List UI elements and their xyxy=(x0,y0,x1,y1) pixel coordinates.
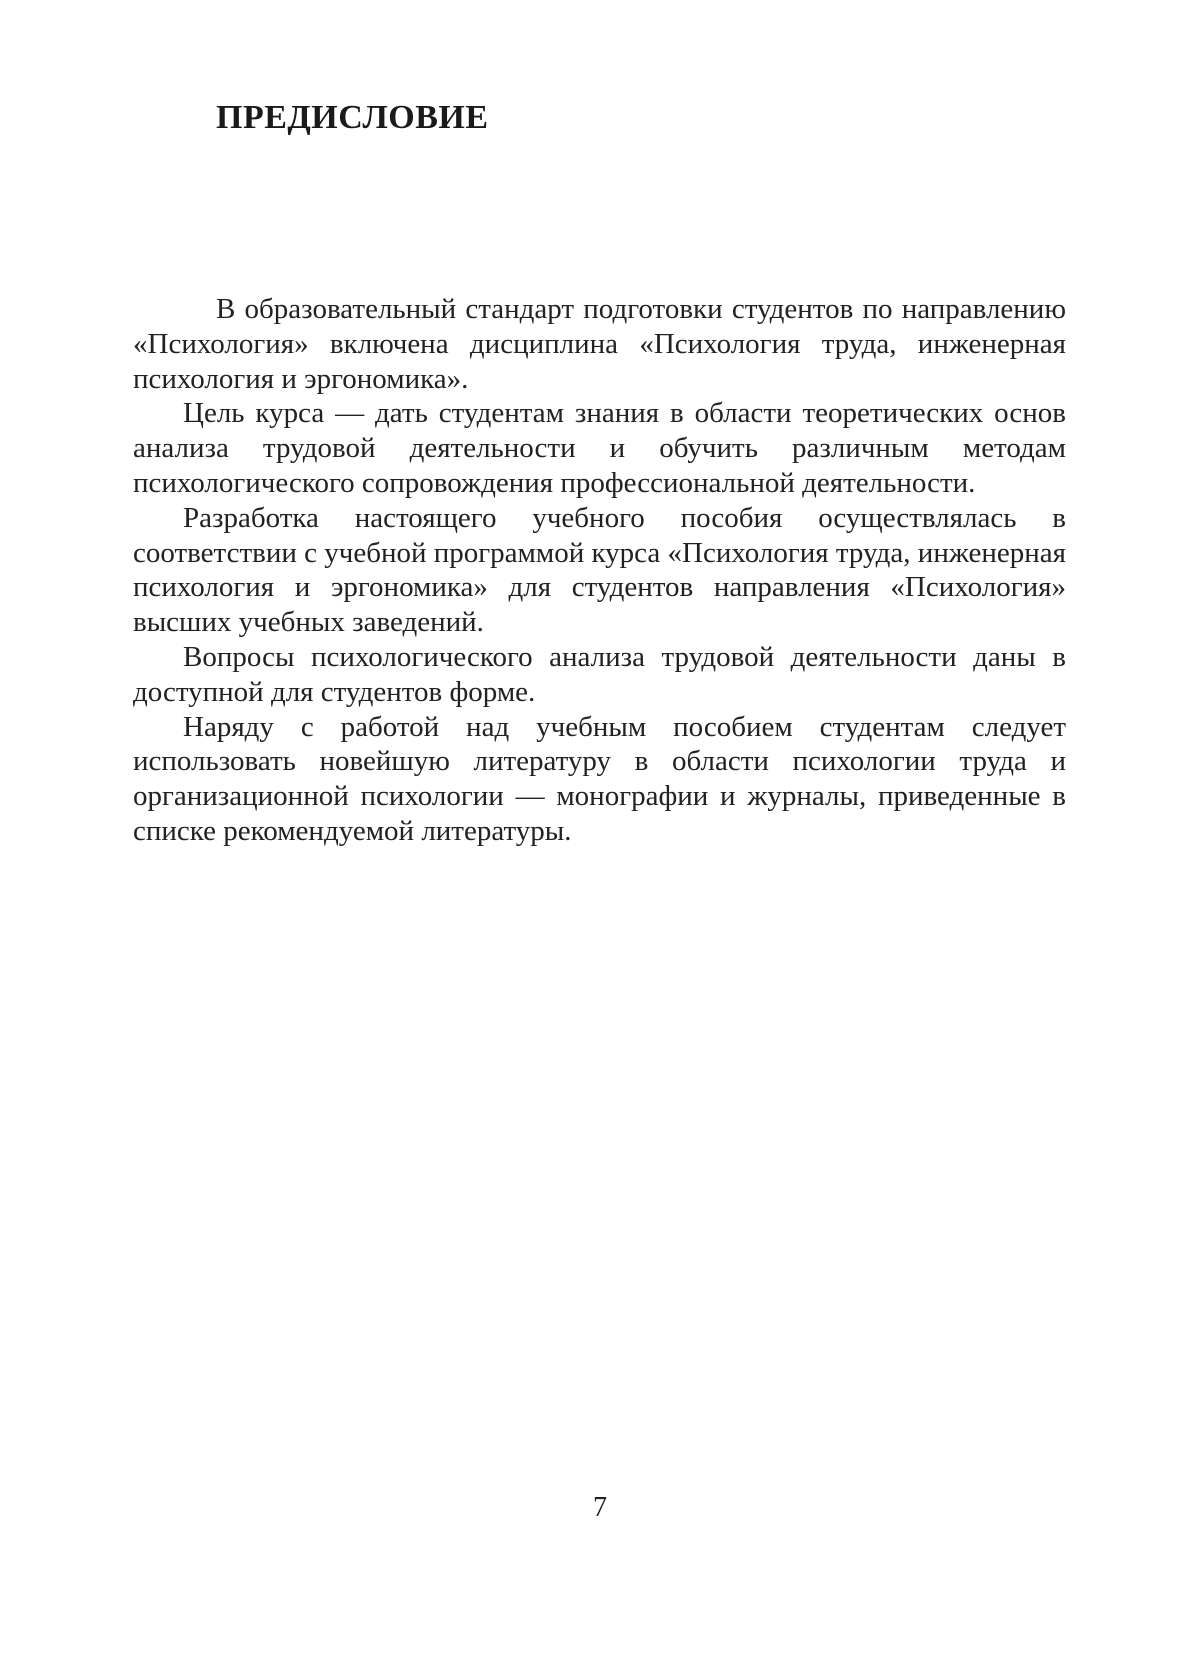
paragraph: Цель курса — дать студентам знания в области теоретических основ анализа трудовой деятельности и обучить различным методам психологического сопровождения профессиональной деятельности. xyxy=(133,397,1066,499)
foreword-body xyxy=(133,292,1066,849)
paragraph: Вопросы психологического анализа трудовой деятельности даны в доступной для студентов форме. xyxy=(133,640,1066,708)
paragraph: В образовательный стандарт подготовки студентов по направлению «Психология» включена дисциплина «Психология труда, инженерная психология и эргономика». xyxy=(133,293,1066,395)
paragraph: Наряду с работой над учебным пособием студентам следует использовать новейшую литературу в области психологии труда и организационной психологии — монографии и журналы, приведенные в списке рекомендуемой литературы. xyxy=(133,710,1066,847)
page-number: 7 xyxy=(593,1492,607,1523)
paragraph: Разработка настоящего учебного пособия осуществлялась в соответствии с учебной программой курса «Психология труда, инженерная психология и эргономика» для студентов направления «Психология» высших учебных заведений. xyxy=(133,501,1066,639)
page-heading: ПРЕДИСЛОВИЕ xyxy=(216,99,489,136)
